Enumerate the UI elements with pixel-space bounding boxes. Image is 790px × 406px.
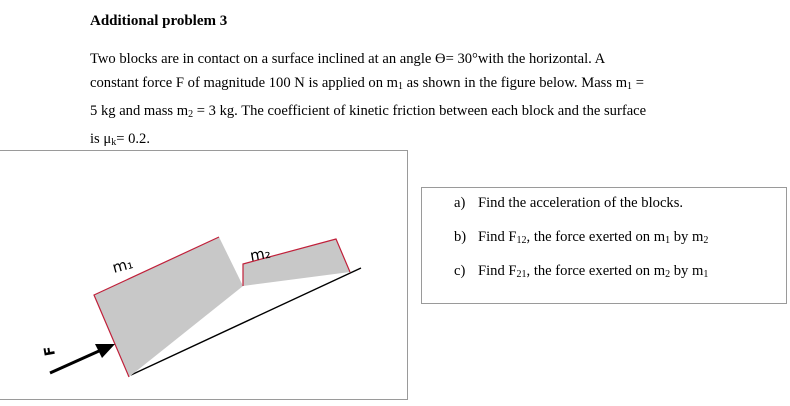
questions-box — [421, 187, 787, 304]
statement-line-4: is $\mu_k= 0.2$. — [90, 131, 150, 148]
statement-line-1: Two blocks are in contact on a surface inclined at an angle ϴ= 30°with the horizontal. A — [90, 51, 606, 67]
problem-heading: Additional problem 3 — [90, 13, 228, 29]
incline-figure — [0, 150, 408, 400]
label-m1: m₁ — [110, 254, 135, 277]
label-force: F — [41, 344, 59, 358]
problem-statement — [90, 47, 710, 155]
question-a: a) Find the acceleration of the blocks. — [454, 195, 684, 211]
incline-diagram — [0, 151, 409, 401]
statement-line-3: 5 kg and mass $m_2 = 3$ kg. The coefficient of kinetic friction between each block and the surface — [90, 103, 647, 120]
statement-line-2: constant force F of magnitude 100 N is applied on $m_1$ as shown in the figure below. Mass $m_1$ = — [90, 75, 644, 92]
question-c: c) Find $F_{21}$, the force exerted on $m_2$ by $m_1$ — [454, 263, 709, 280]
question-b: b) Find $F_{12}$, the force exerted on $m_1$ by $m_2$ — [454, 229, 709, 246]
label-m2: m₂ — [248, 243, 273, 265]
